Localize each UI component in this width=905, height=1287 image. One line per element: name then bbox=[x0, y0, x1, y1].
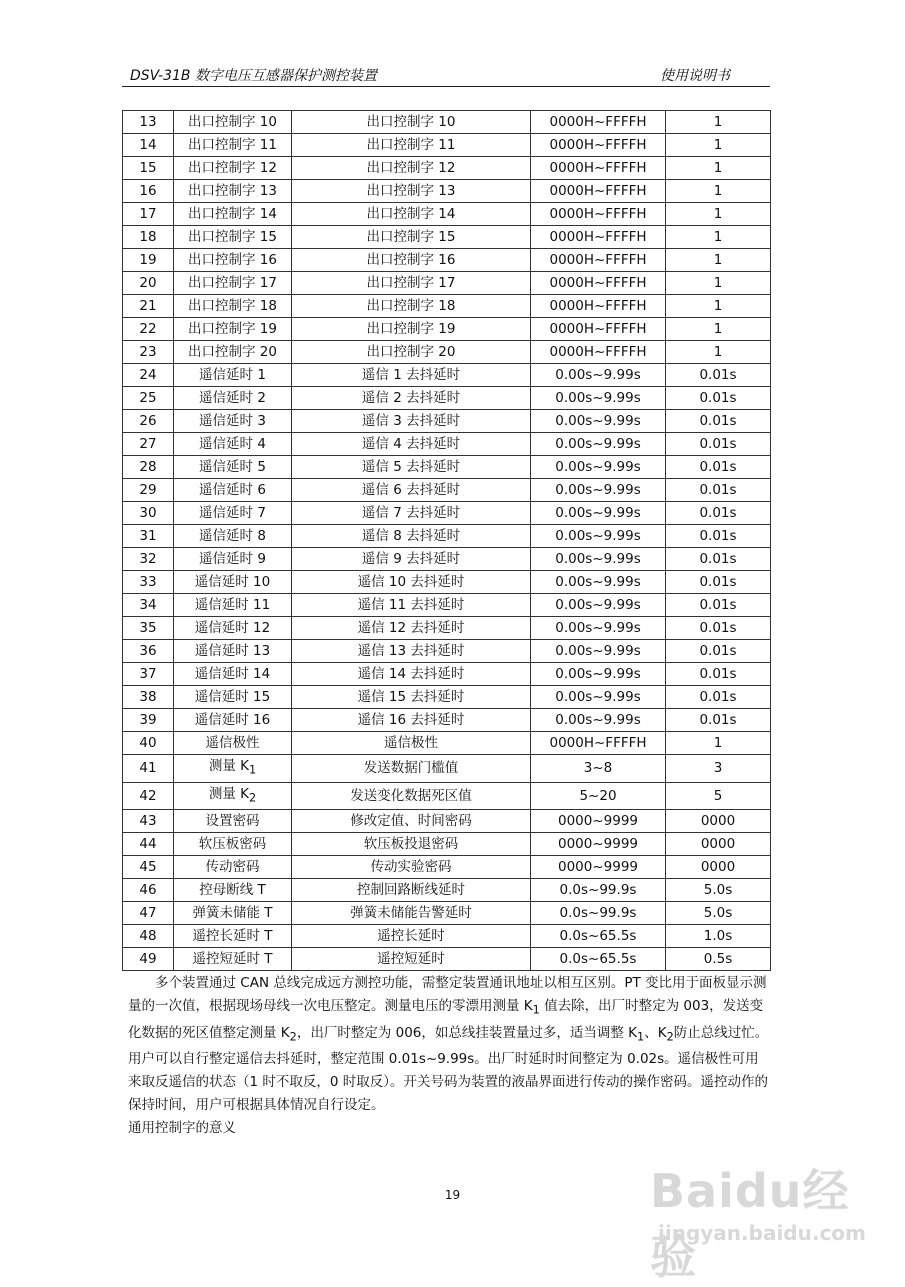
param-description: 发送数据门槛值 bbox=[292, 755, 531, 783]
param-name: 遥信延时 7 bbox=[174, 502, 292, 525]
table-row bbox=[123, 732, 771, 755]
param-description: 出口控制字 13 bbox=[292, 180, 531, 203]
param-description: 出口控制字 19 bbox=[292, 318, 531, 341]
param-range: 0.00s~9.99s bbox=[531, 433, 666, 456]
param-name: 遥信极性 bbox=[174, 732, 292, 755]
param-description: 出口控制字 18 bbox=[292, 295, 531, 318]
param-range: 0000~9999 bbox=[531, 810, 666, 833]
row-number: 29 bbox=[123, 479, 174, 502]
param-step: 5 bbox=[666, 782, 771, 810]
param-name: 遥信延时 13 bbox=[174, 640, 292, 663]
table-row bbox=[123, 134, 771, 157]
control-word-heading: 通用控制字的意义 bbox=[128, 1120, 236, 1137]
param-name: 遥信延时 14 bbox=[174, 663, 292, 686]
description-block bbox=[128, 972, 770, 1140]
param-description: 出口控制字 14 bbox=[292, 203, 531, 226]
param-step: 1 bbox=[666, 295, 771, 318]
param-description: 遥控短延时 bbox=[292, 948, 531, 971]
row-number: 15 bbox=[123, 157, 174, 180]
param-range: 0.0s~65.5s bbox=[531, 948, 666, 971]
table-row bbox=[123, 410, 771, 433]
param-name: 遥信延时 6 bbox=[174, 479, 292, 502]
param-range: 3~8 bbox=[531, 755, 666, 783]
param-description: 控制回路断线延时 bbox=[292, 879, 531, 902]
row-number: 24 bbox=[123, 364, 174, 387]
manual-label: 使用说明书 bbox=[660, 68, 730, 84]
table-row bbox=[123, 617, 771, 640]
param-description: 遥信 16 去抖延时 bbox=[292, 709, 531, 732]
row-number: 28 bbox=[123, 456, 174, 479]
param-description: 遥信 6 去抖延时 bbox=[292, 479, 531, 502]
param-range: 5~20 bbox=[531, 782, 666, 810]
param-step: 0.01s bbox=[666, 686, 771, 709]
param-range: 0000H~FFFFH bbox=[531, 180, 666, 203]
table-row bbox=[123, 571, 771, 594]
table-row bbox=[123, 456, 771, 479]
param-range: 0000~9999 bbox=[531, 833, 666, 856]
param-step: 1 bbox=[666, 226, 771, 249]
param-name: 出口控制字 14 bbox=[174, 203, 292, 226]
table-row bbox=[123, 387, 771, 410]
param-description: 弹簧未储能告警延时 bbox=[292, 902, 531, 925]
param-step: 1 bbox=[666, 180, 771, 203]
param-range: 0.00s~9.99s bbox=[531, 502, 666, 525]
param-step: 5.0s bbox=[666, 902, 771, 925]
param-name: 遥信延时 9 bbox=[174, 548, 292, 571]
param-range: 0000H~FFFFH bbox=[531, 249, 666, 272]
param-name: 出口控制字 16 bbox=[174, 249, 292, 272]
table-row bbox=[123, 341, 771, 364]
param-name: 测量 $K_2$ bbox=[174, 782, 292, 810]
param-name: 软压板密码 bbox=[174, 833, 292, 856]
param-name: 传动密码 bbox=[174, 856, 292, 879]
param-name: 遥信延时 10 bbox=[174, 571, 292, 594]
table-row bbox=[123, 948, 771, 971]
param-step: 0.01s bbox=[666, 617, 771, 640]
param-description: 遥信 8 去抖延时 bbox=[292, 525, 531, 548]
param-name: 控母断线 T bbox=[174, 879, 292, 902]
row-number: 20 bbox=[123, 272, 174, 295]
row-number: 42 bbox=[123, 782, 174, 810]
param-step: 3 bbox=[666, 755, 771, 783]
table-row bbox=[123, 249, 771, 272]
param-description: 软压板投退密码 bbox=[292, 833, 531, 856]
row-number: 39 bbox=[123, 709, 174, 732]
param-name: 出口控制字 18 bbox=[174, 295, 292, 318]
param-step: 1 bbox=[666, 318, 771, 341]
param-range: 0000H~FFFFH bbox=[531, 732, 666, 755]
param-name: 遥信延时 11 bbox=[174, 594, 292, 617]
parameter-table-body bbox=[123, 111, 771, 971]
row-number: 23 bbox=[123, 341, 174, 364]
param-step: 0.01s bbox=[666, 387, 771, 410]
param-step: 1 bbox=[666, 272, 771, 295]
row-number: 36 bbox=[123, 640, 174, 663]
param-step: 0.01s bbox=[666, 640, 771, 663]
table-row bbox=[123, 295, 771, 318]
table-row bbox=[123, 525, 771, 548]
row-number: 25 bbox=[123, 387, 174, 410]
table-row bbox=[123, 640, 771, 663]
param-step: 0000 bbox=[666, 833, 771, 856]
param-range: 0000H~FFFFH bbox=[531, 341, 666, 364]
param-description: 遥信 11 去抖延时 bbox=[292, 594, 531, 617]
row-number: 38 bbox=[123, 686, 174, 709]
param-name: 出口控制字 12 bbox=[174, 157, 292, 180]
row-number: 31 bbox=[123, 525, 174, 548]
table-row bbox=[123, 902, 771, 925]
param-step: 5.0s bbox=[666, 879, 771, 902]
param-description: 遥信 9 去抖延时 bbox=[292, 548, 531, 571]
param-step: 0000 bbox=[666, 810, 771, 833]
row-number: 16 bbox=[123, 180, 174, 203]
param-range: 0000H~FFFFH bbox=[531, 134, 666, 157]
param-range: 0.00s~9.99s bbox=[531, 456, 666, 479]
param-range: 0000H~FFFFH bbox=[531, 157, 666, 180]
row-number: 47 bbox=[123, 902, 174, 925]
param-range: 0.00s~9.99s bbox=[531, 686, 666, 709]
param-name: 遥信延时 8 bbox=[174, 525, 292, 548]
table-row bbox=[123, 180, 771, 203]
param-range: 0.00s~9.99s bbox=[531, 410, 666, 433]
watermark-logo: Baidu经验 bbox=[650, 1164, 850, 1284]
row-number: 26 bbox=[123, 410, 174, 433]
table-row bbox=[123, 709, 771, 732]
param-description: 遥信 2 去抖延时 bbox=[292, 387, 531, 410]
row-number: 30 bbox=[123, 502, 174, 525]
param-description: 遥信 13 去抖延时 bbox=[292, 640, 531, 663]
row-number: 18 bbox=[123, 226, 174, 249]
param-name: 遥信延时 16 bbox=[174, 709, 292, 732]
param-description: 出口控制字 11 bbox=[292, 134, 531, 157]
param-name: 遥控短延时 T bbox=[174, 948, 292, 971]
row-number: 35 bbox=[123, 617, 174, 640]
param-step: 0.01s bbox=[666, 525, 771, 548]
table-row bbox=[123, 111, 771, 134]
param-description: 遥信 14 去抖延时 bbox=[292, 663, 531, 686]
row-number: 37 bbox=[123, 663, 174, 686]
baidu-jingyan-watermark bbox=[650, 1155, 890, 1284]
row-number: 19 bbox=[123, 249, 174, 272]
table-row bbox=[123, 203, 771, 226]
param-range: 0.00s~9.99s bbox=[531, 387, 666, 410]
row-number: 49 bbox=[123, 948, 174, 971]
param-description: 出口控制字 10 bbox=[292, 111, 531, 134]
param-step: 0.01s bbox=[666, 571, 771, 594]
param-step: 0.01s bbox=[666, 709, 771, 732]
table-row bbox=[123, 663, 771, 686]
table-row bbox=[123, 157, 771, 180]
row-number: 22 bbox=[123, 318, 174, 341]
param-range: 0000H~FFFFH bbox=[531, 203, 666, 226]
row-number: 46 bbox=[123, 879, 174, 902]
table-row bbox=[123, 925, 771, 948]
param-step: 0.01s bbox=[666, 479, 771, 502]
param-description: 遥信 3 去抖延时 bbox=[292, 410, 531, 433]
row-number: 45 bbox=[123, 856, 174, 879]
param-name: 出口控制字 20 bbox=[174, 341, 292, 364]
param-step: 1 bbox=[666, 157, 771, 180]
param-name: 出口控制字 10 bbox=[174, 111, 292, 134]
param-description: 出口控制字 16 bbox=[292, 249, 531, 272]
param-range: 0000H~FFFFH bbox=[531, 295, 666, 318]
param-name: 遥信延时 15 bbox=[174, 686, 292, 709]
param-name: 遥信延时 3 bbox=[174, 410, 292, 433]
param-name: 出口控制字 11 bbox=[174, 134, 292, 157]
param-description: 遥信 15 去抖延时 bbox=[292, 686, 531, 709]
param-range: 0000H~FFFFH bbox=[531, 226, 666, 249]
param-name: 遥信延时 5 bbox=[174, 456, 292, 479]
param-step: 1 bbox=[666, 203, 771, 226]
row-number: 43 bbox=[123, 810, 174, 833]
row-number: 17 bbox=[123, 203, 174, 226]
param-description: 遥信极性 bbox=[292, 732, 531, 755]
row-number: 27 bbox=[123, 433, 174, 456]
param-name: 遥控长延时 T bbox=[174, 925, 292, 948]
param-range: 0.00s~9.99s bbox=[531, 571, 666, 594]
param-name: 出口控制字 17 bbox=[174, 272, 292, 295]
param-name: 出口控制字 15 bbox=[174, 226, 292, 249]
table-row bbox=[123, 433, 771, 456]
table-row bbox=[123, 364, 771, 387]
row-number: 44 bbox=[123, 833, 174, 856]
param-step: 0.01s bbox=[666, 663, 771, 686]
param-description: 遥信 5 去抖延时 bbox=[292, 456, 531, 479]
row-number: 48 bbox=[123, 925, 174, 948]
param-description: 遥信 1 去抖延时 bbox=[292, 364, 531, 387]
table-row bbox=[123, 833, 771, 856]
parameter-table bbox=[122, 110, 771, 971]
param-description: 遥信 12 去抖延时 bbox=[292, 617, 531, 640]
param-description: 遥信 7 去抖延时 bbox=[292, 502, 531, 525]
row-number: 14 bbox=[123, 134, 174, 157]
param-name: 遥信延时 2 bbox=[174, 387, 292, 410]
table-row bbox=[123, 879, 771, 902]
row-number: 13 bbox=[123, 111, 174, 134]
param-description: 发送变化数据死区值 bbox=[292, 782, 531, 810]
param-range: 0.00s~9.99s bbox=[531, 364, 666, 387]
row-number: 21 bbox=[123, 295, 174, 318]
page-number: 19 bbox=[444, 1188, 461, 1202]
param-step: 0.01s bbox=[666, 502, 771, 525]
param-step: 0.01s bbox=[666, 433, 771, 456]
param-range: 0000H~FFFFH bbox=[531, 272, 666, 295]
row-number: 32 bbox=[123, 548, 174, 571]
param-name: 遥信延时 1 bbox=[174, 364, 292, 387]
param-range: 0.0s~65.5s bbox=[531, 925, 666, 948]
table-row bbox=[123, 272, 771, 295]
param-name: 弹簧未储能 T bbox=[174, 902, 292, 925]
param-step: 1 bbox=[666, 111, 771, 134]
param-step: 1 bbox=[666, 341, 771, 364]
param-range: 0000H~FFFFH bbox=[531, 318, 666, 341]
param-step: 0000 bbox=[666, 856, 771, 879]
param-name: 遥信延时 12 bbox=[174, 617, 292, 640]
param-description: 遥信 4 去抖延时 bbox=[292, 433, 531, 456]
table-row bbox=[123, 226, 771, 249]
param-step: 0.01s bbox=[666, 410, 771, 433]
table-row bbox=[123, 782, 771, 810]
page-header bbox=[122, 62, 770, 87]
param-description: 遥信 10 去抖延时 bbox=[292, 571, 531, 594]
param-description: 遥控长延时 bbox=[292, 925, 531, 948]
param-name: 测量 $K_1$ bbox=[174, 755, 292, 783]
param-description: 修改定值、时间密码 bbox=[292, 810, 531, 833]
param-step: 1 bbox=[666, 249, 771, 272]
param-range: 0.00s~9.99s bbox=[531, 479, 666, 502]
row-number: 33 bbox=[123, 571, 174, 594]
param-range: 0.00s~9.99s bbox=[531, 548, 666, 571]
param-step: 1 bbox=[666, 732, 771, 755]
param-description: 出口控制字 17 bbox=[292, 272, 531, 295]
param-range: 0.0s~99.9s bbox=[531, 879, 666, 902]
row-number: 41 bbox=[123, 755, 174, 783]
param-range: 0.00s~9.99s bbox=[531, 594, 666, 617]
param-range: 0000H~FFFFH bbox=[531, 111, 666, 134]
row-number: 40 bbox=[123, 732, 174, 755]
param-range: 0.00s~9.99s bbox=[531, 663, 666, 686]
table-row bbox=[123, 686, 771, 709]
param-range: 0.00s~9.99s bbox=[531, 709, 666, 732]
param-name: 设置密码 bbox=[174, 810, 292, 833]
param-range: 0.00s~9.99s bbox=[531, 640, 666, 663]
table-row bbox=[123, 755, 771, 783]
document-title: DSV-31B 数字电压互感器保护测控装置 bbox=[130, 68, 377, 84]
param-step: 0.5s bbox=[666, 948, 771, 971]
param-name: 出口控制字 19 bbox=[174, 318, 292, 341]
param-range: 0.00s~9.99s bbox=[531, 525, 666, 548]
table-row bbox=[123, 502, 771, 525]
param-range: 0.00s~9.99s bbox=[531, 617, 666, 640]
row-number: 34 bbox=[123, 594, 174, 617]
table-row bbox=[123, 548, 771, 571]
param-step: 0.01s bbox=[666, 364, 771, 387]
param-description: 出口控制字 20 bbox=[292, 341, 531, 364]
table-row bbox=[123, 810, 771, 833]
param-range: 0000~9999 bbox=[531, 856, 666, 879]
param-range: 0.0s~99.9s bbox=[531, 902, 666, 925]
param-name: 出口控制字 13 bbox=[174, 180, 292, 203]
param-step: 1.0s bbox=[666, 925, 771, 948]
param-description: 出口控制字 15 bbox=[292, 226, 531, 249]
watermark-url: jingyan.baidu.com bbox=[658, 1221, 866, 1245]
param-name: 遥信延时 4 bbox=[174, 433, 292, 456]
description-paragraph: 多个装置通过 CAN 总线完成远方测控功能，需整定装置通讯地址以相互区别。PT 变比用于面板显示测量的一次值，根据现场母线一次电压整定。测量电压的零漂用测量 $K_1$ 值去除，出厂时整定为 003，发送变化数据的死区值整定测量 $K_2$，出厂时整定为 006，如总线挂装置量过多，适当调整 $K_1$、$K_2$防止总线过忙。用户可以自行整定遥信去抖延时，整定范围 0.01s~9.99s。出厂时延时时间整定为 0.02s。遥信极性可用来取反遥信的状态（1 时不取反，0 时取反）。开关号码为装置的液晶界面进行传动的操作密码。遥控动作的保持时间，用户可根据具体情况自行设定。 bbox=[128, 975, 769, 1114]
param-description: 出口控制字 12 bbox=[292, 157, 531, 180]
param-step: 1 bbox=[666, 134, 771, 157]
table-row bbox=[123, 856, 771, 879]
table-row bbox=[123, 479, 771, 502]
param-step: 0.01s bbox=[666, 548, 771, 571]
param-step: 0.01s bbox=[666, 456, 771, 479]
param-step: 0.01s bbox=[666, 594, 771, 617]
table-row bbox=[123, 594, 771, 617]
param-description: 传动实验密码 bbox=[292, 856, 531, 879]
table-row bbox=[123, 318, 771, 341]
